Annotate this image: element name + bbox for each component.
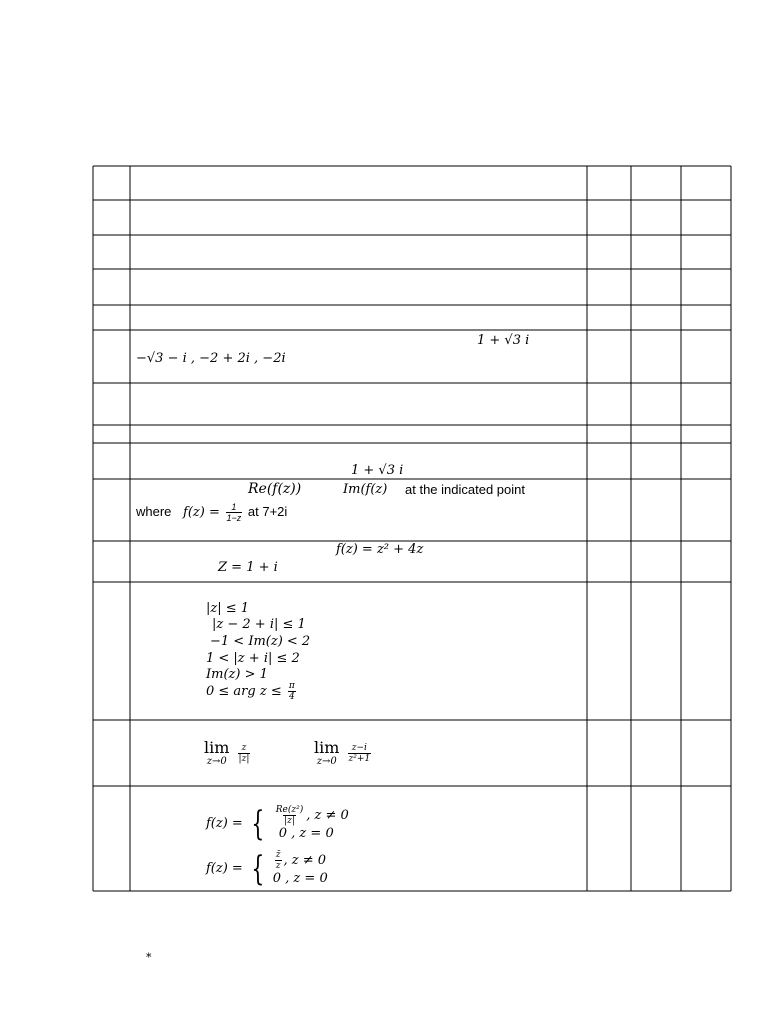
region-item-arg [206,681,298,703]
roots-expression-bottom: −√3 − i , −2 + 2i , −2i [136,351,286,366]
region-item: |z − 2 + i| ≤ 1 [212,617,306,632]
fraction-denominator: 1−z [226,513,242,524]
limit-operator [314,740,339,767]
case-numerator-2: z̄ [275,850,281,860]
case-numerator-1: Re(z²) [275,805,304,815]
limit-fraction-2 [348,743,372,764]
limit-subscript: z→0 [206,756,227,767]
limit-denominator-2: z²+1 [348,754,371,764]
limit-numerator-2: z−i [351,743,367,753]
piecewise-function-1 [206,802,349,846]
pi-denominator: 4 [288,692,295,702]
limit-word: lim [204,738,230,757]
case-zero-1: 0 , z = 0 [278,826,334,841]
imaginary-part-label: Im(f(z) [343,482,388,497]
limit-subscript: z→0 [316,756,337,767]
where-clause [136,502,287,523]
case-zero-2: 0 , z = 0 [272,871,328,886]
point-expression: 1 + √3 i [351,463,404,478]
left-brace: { [251,848,265,889]
limit-operator [204,740,229,767]
case-nonzero [273,850,328,871]
function-fraction [226,502,243,523]
limit-numerator-1: z [241,743,247,753]
region-item: |z| ≤ 1 [206,601,250,616]
where-word: where [136,504,172,519]
left-brace: { [251,803,265,844]
case-fraction-1 [275,805,304,826]
pi-numerator: π [288,681,295,691]
case-condition-2: , z ≠ 0 [283,853,327,868]
fraction-numerator: 1 [231,502,237,513]
indicated-point-phrase: at the indicated point [405,482,525,497]
region-item: Im(z) > 1 [206,667,268,682]
case-condition-1: , z ≠ 0 [306,808,349,823]
piecewise-lhs: f(z) = [206,861,243,876]
piecewise-function-2 [206,848,328,890]
function-lhs: f(z) = [183,505,220,520]
limit-expression-2 [314,738,373,770]
roots-expression-top: 1 + √3 i [477,333,530,348]
footer-asterisk: * [146,951,152,964]
piecewise-cases-2 [273,850,328,887]
case-denominator-2: z [275,861,281,871]
limit-fraction-1 [238,743,251,764]
piecewise-lhs: f(z) = [206,816,243,831]
function-definition: f(z) = z² + 4z [336,542,424,557]
case-denominator-1: |z| [284,816,295,826]
function-point: Z = 1 + i [218,560,278,575]
region-item: 0 ≤ arg z ≤ [206,684,282,699]
region-item: −1 < Im(z) < 2 [210,634,311,649]
evaluation-point: at 7+2i [247,504,288,519]
real-part-label: Re(f(z)) [248,481,302,497]
region-item: 1 < |z + i| ≤ 2 [206,651,300,666]
limit-expression-1 [204,738,252,770]
case-fraction-2 [275,850,282,871]
limit-word: lim [314,738,340,757]
pi-over-four-fraction [288,681,296,702]
case-nonzero [273,805,349,826]
limit-denominator-1: |z| [238,754,250,764]
piecewise-cases-1 [273,805,349,842]
